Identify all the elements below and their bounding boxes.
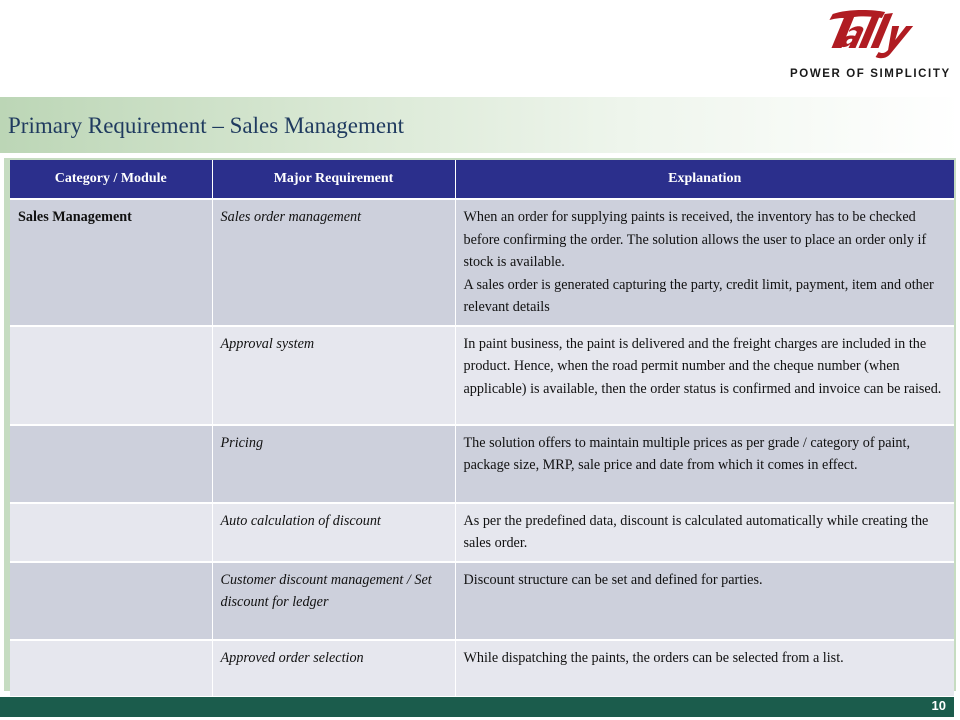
requirement-cell: Pricing [212,425,455,503]
table-row [10,326,954,425]
footer-bar [0,697,954,717]
column-header-explanation: Explanation [455,160,954,199]
category-cell: Sales Management [10,199,212,326]
requirement-cell: Approved order selection [212,640,455,696]
column-header-category: Category / Module [10,160,212,199]
tally-logo-mark [820,8,920,60]
requirement-cell: Customer discount management / Set discount for ledger [212,562,455,640]
explanation-cell: Discount structure can be set and defined for parties. [455,562,954,640]
category-cell [10,503,212,562]
requirements-table [10,160,954,696]
category-cell [10,562,212,640]
table-row [10,425,954,503]
table-row [10,640,954,696]
tagline: POWER OF SIMPLICITY [790,68,951,80]
page-title: Primary Requirement – Sales Management [8,113,405,138]
explanation-cell: While dispatching the paints, the orders can be selected from a list. [455,640,954,696]
tally-logo [790,8,950,86]
requirement-cell: Approval system [212,326,455,425]
table-row [10,503,954,562]
table-header-row [10,160,954,199]
table-row [10,562,954,640]
explanation-cell: In paint business, the paint is delivered and the freight charges are included in the product. Hence, when the road permit number and the cheque number (when applicable) is available, then the order status is confirmed and invoice can be raised. [455,326,954,425]
category-cell [10,640,212,696]
table-row [10,199,954,326]
requirement-cell: Auto calculation of discount [212,503,455,562]
requirement-cell: Sales order management [212,199,455,326]
column-header-requirement: Major Requirement [212,160,455,199]
page-number: 10 [931,698,946,713]
explanation-cell: As per the predefined data, discount is calculated automatically while creating the sales order. [455,503,954,562]
explanation-cell: The solution offers to maintain multiple prices as per grade / category of paint, package size, MRP, sale price and date from which it comes in effect. [455,425,954,503]
category-cell [10,425,212,503]
category-cell [10,326,212,425]
explanation-cell: When an order for supplying paints is received, the inventory has to be checked before confirming the order. The solution allows the user to place an order only if stock is available. A sales order is generated capturing the party, credit limit, payment, item and other relevant details [455,199,954,326]
